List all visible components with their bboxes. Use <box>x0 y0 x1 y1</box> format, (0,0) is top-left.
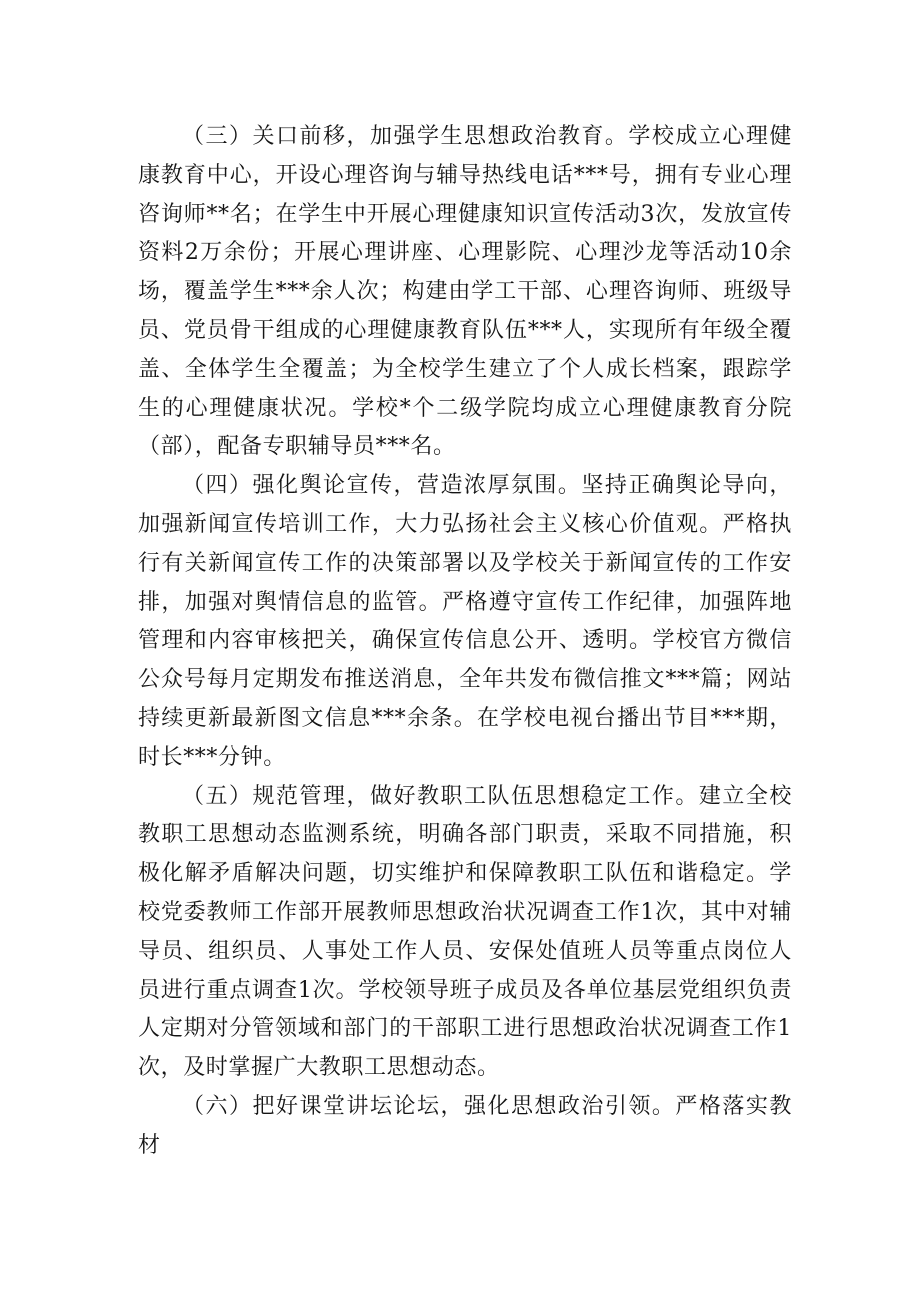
document-body <box>138 118 792 1166</box>
paragraph-classroom-guidance: （六）把好课堂讲坛论坛，强化思想政治引领。严格落实教材 <box>138 1093 792 1158</box>
paragraph-public-opinion-publicity: （四）强化舆论宣传，营造浓厚氛围。坚持正确舆论导向，加强新闻宣传培训工作，大力弘扬社会主义核心价值观。严格执行有关新闻宣传工作的决策部署以及学校关于新闻宣传的工作安排，加强对舆情信息的监管。严格遵守宣传工作纪律，加强阵地管理和内容审核把关，确保宣传信息公开、透明。学校官方微信公众号每月定期发布推送消息，全年共发布微信推文***篇；网站持续更新最新图文信息***余条。在学校电视台播出节目***期，时长***分钟。 <box>138 473 792 770</box>
paragraph-mental-health-education: （三）关口前移，加强学生思想政治教育。学校成立心理健康教育中心，开设心理咨询与辅导热线电话***号，拥有专业心理咨询师**名；在学生中开展心理健康知识宣传活动3次，发放宣传资料2万余份；开展心理讲座、心理影院、心理沙龙等活动10余场，覆盖学生***余人次；构建由学工干部、心理咨询师、班级导员、党员骨干组成的心理健康教育队伍***人，实现所有年级全覆盖、全体学生全覆盖；为全校学生建立了个人成长档案，跟踪学生的心理健康状况。学校*个二级学院均成立心理健康教育分院（部），配备专职辅导员***名。 <box>138 124 792 460</box>
paragraph-staff-stability-management: （五）规范管理，做好教职工队伍思想稳定工作。建立全校教职工思想动态监测系统，明确各部门职责，采取不同措施，积极化解矛盾解决问题，切实维护和保障教职工队伍和谐稳定。学校党委教师工作部开展教师思想政治状况调查工作1次，其中对辅导员、组织员、人事处工作人员、安保处值班人员等重点岗位人员进行重点调查1次。学校领导班子成员及各单位基层党组织负责人定期对分管领域和部门的干部职工进行思想政治状况调查工作1次，及时掌握广大教职工思想动态。 <box>138 783 792 1081</box>
